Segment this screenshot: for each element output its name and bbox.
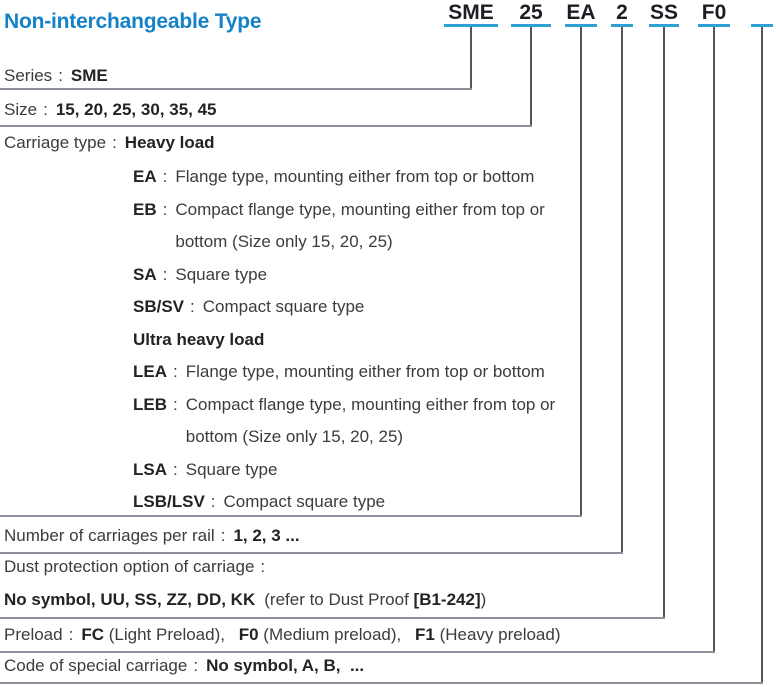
- carriage-item-lea: [133, 356, 579, 389]
- page-title: Non-interchangeable Type: [4, 10, 262, 33]
- carriage-item-ea: [133, 161, 579, 194]
- dust-label: Dust protection option of carriage: [4, 557, 255, 576]
- carriage-item-leb: [133, 389, 579, 454]
- carriage-items-list: [133, 161, 579, 519]
- carriage-item-eb: [133, 194, 579, 259]
- series-label: Series: [4, 66, 53, 85]
- series-colon: :: [58, 66, 63, 85]
- connector-vline-special: [761, 27, 763, 682]
- carriage-item-lsblsv: [133, 486, 579, 519]
- item-colon: :: [210, 492, 216, 511]
- carriage-item-desc: Square type: [175, 264, 268, 284]
- preload-desc-fc: (Light Preload),: [108, 625, 225, 644]
- size-value: 15, 20, 25, 30, 35, 45: [55, 100, 217, 119]
- preload-code-f0: F0: [238, 625, 259, 644]
- series-row: [4, 66, 108, 86]
- carriages-per-rail-label: Number of carriages per rail: [4, 526, 215, 545]
- item-colon: :: [173, 362, 178, 381]
- dust-codes-row: [4, 590, 486, 610]
- carriage-item-code: SA: [133, 264, 157, 284]
- dust-refer-pre: (refer to Dust Proof: [264, 590, 414, 609]
- dust-label-row: [4, 557, 265, 577]
- item-colon: :: [190, 297, 195, 316]
- carriage-item-code: LSA: [133, 459, 167, 479]
- preload-code-fc: FC: [81, 625, 105, 644]
- carriage-type-colon: :: [112, 133, 117, 152]
- preload-row: [4, 625, 561, 645]
- carriage-heavy-load-header: Heavy load: [124, 133, 215, 152]
- code-segment-size: 25: [519, 1, 543, 24]
- carriage-item-desc: Square type: [185, 459, 278, 479]
- special-carriage-value: No symbol, A, B, ...: [206, 656, 365, 675]
- code-segment-carriage: EA: [566, 1, 596, 24]
- carriage-item-desc: Flange type, mounting either from top or bottom: [185, 362, 545, 381]
- code-segment-series: SME: [448, 1, 494, 24]
- item-colon: :: [162, 264, 168, 284]
- carriage-item-code: EB: [133, 199, 157, 219]
- rule-size: [0, 125, 532, 127]
- carriages-per-rail-value: 1, 2, 3 ...: [233, 526, 300, 545]
- item-colon: :: [162, 167, 168, 186]
- carriage-item-code: EA: [133, 167, 157, 186]
- item-colon: :: [173, 459, 178, 479]
- size-colon: :: [43, 100, 48, 119]
- carriage-ultra-heavy-load-header: Ultra heavy load: [133, 329, 265, 349]
- special-carriage-label: Code of special carriage: [4, 656, 188, 675]
- rule-number: [0, 552, 623, 554]
- dust-codes: No symbol, UU, SS, ZZ, DD, KK: [4, 590, 256, 609]
- carriage-item-desc: Flange type, mounting either from top or bottom: [175, 167, 535, 186]
- carriage-type-row: [4, 133, 215, 153]
- connector-vline-size: [530, 27, 532, 125]
- size-label: Size: [4, 100, 38, 119]
- item-colon: :: [162, 199, 168, 219]
- preload-colon: :: [68, 625, 74, 644]
- connector-vline-preload: [713, 27, 715, 651]
- carriage-type-label: Carriage type: [4, 133, 107, 152]
- dust-refer-code: [B1-242]: [413, 590, 481, 609]
- dust-refer-post: ): [480, 590, 487, 609]
- item-colon: :: [173, 394, 178, 414]
- carriage-item-lsa: [133, 454, 579, 487]
- carriage-item-desc: Compact flange type, mounting either from top or bottom (Size only 15, 20, 25): [185, 394, 556, 446]
- rule-series: [0, 88, 472, 90]
- connector-vline-series: [470, 27, 472, 88]
- special-carriage-row: [4, 656, 364, 676]
- carriage-item-desc: Compact square type: [202, 297, 365, 316]
- size-row: [4, 100, 217, 120]
- series-value: SME: [70, 66, 108, 85]
- rule-preload: [0, 651, 715, 653]
- carriage-item-code: LSB/LSV: [133, 492, 205, 511]
- dust-colon: :: [260, 557, 266, 576]
- connector-vline-carriage: [580, 27, 582, 515]
- code-segment-preload: F0: [701, 1, 727, 24]
- preload-desc-f0: (Medium preload),: [263, 625, 402, 644]
- connector-vline-dust: [663, 27, 665, 617]
- carriage-item-desc: Compact flange type, mounting either from top or bottom (Size only 15, 20, 25): [175, 199, 545, 251]
- rule-special: [0, 682, 763, 684]
- carriage-item-sa: [133, 259, 579, 292]
- rule-dust: [0, 617, 665, 619]
- connector-vline-number: [621, 27, 623, 552]
- code-segment-number: 2: [616, 1, 628, 24]
- preload-code-f1: F1: [414, 625, 435, 644]
- preload-desc-f1: (Heavy preload): [439, 625, 561, 644]
- preload-label: Preload: [4, 625, 63, 644]
- special-colon: :: [193, 656, 199, 675]
- carriages-colon: :: [220, 526, 226, 545]
- carriages-per-rail-row: [4, 526, 300, 546]
- code-segment-dust: SS: [649, 1, 679, 24]
- carriage-item-code: SB/SV: [133, 297, 185, 316]
- carriage-item-desc: Compact square type: [223, 492, 386, 511]
- carriage-item-code: LEB: [133, 394, 167, 414]
- carriage-item-code: LEA: [133, 362, 167, 381]
- carriage-item-sbsv: [133, 291, 579, 324]
